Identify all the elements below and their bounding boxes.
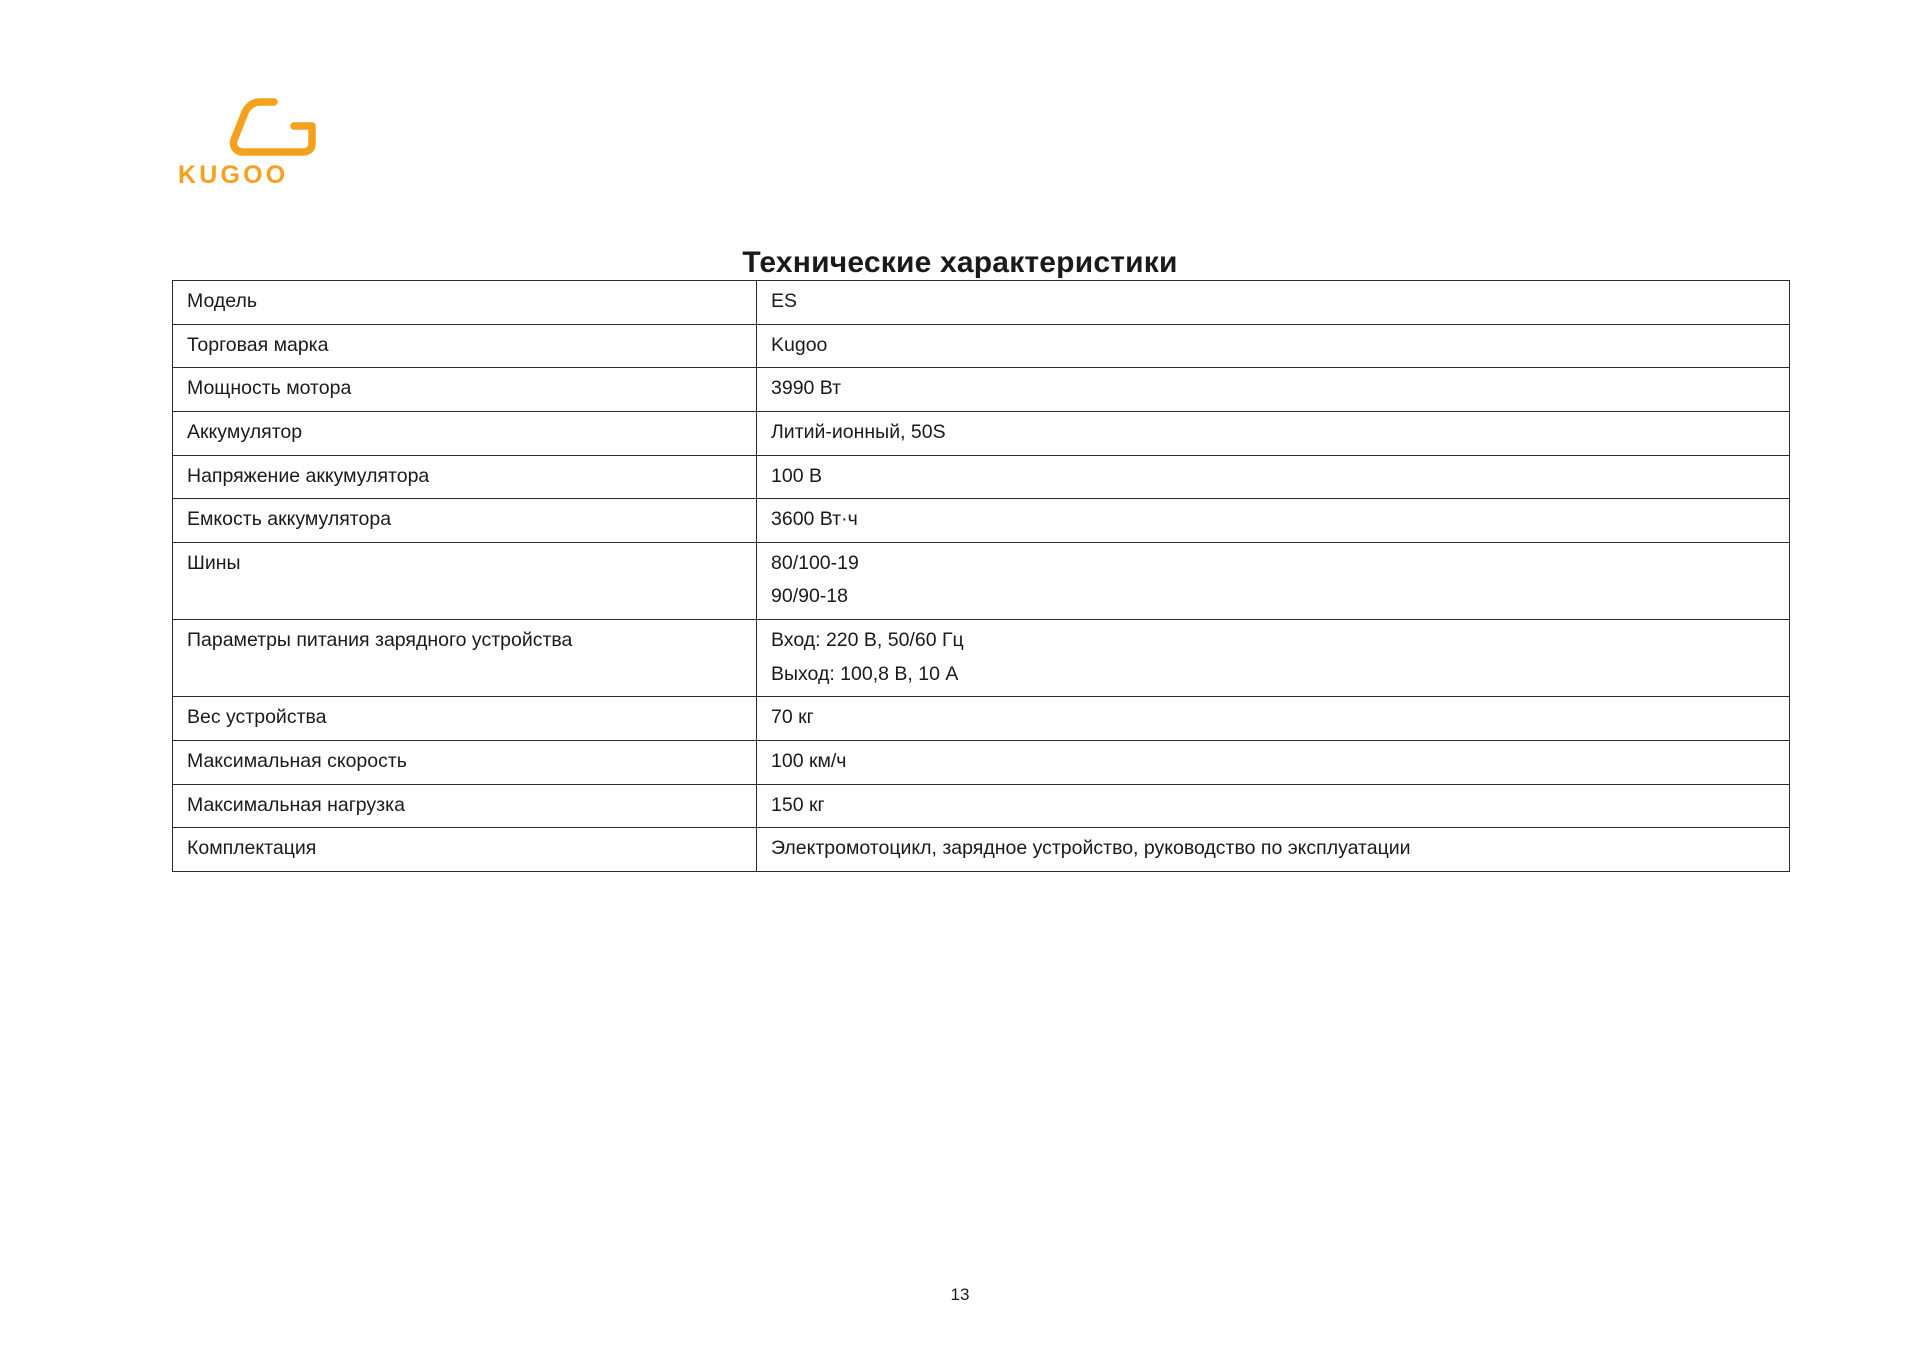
table-row xyxy=(173,828,1790,872)
table-row xyxy=(173,620,1790,697)
page-title: Технические характеристики xyxy=(742,246,1178,280)
spec-value-line: 100 км/ч xyxy=(771,749,847,772)
kugoo-g-mark-icon xyxy=(216,96,328,158)
spec-value-line: 3990 Вт xyxy=(771,377,842,400)
kugoo-wordmark-text: KUGOO xyxy=(178,161,289,188)
table-row xyxy=(173,368,1790,412)
table-row xyxy=(173,542,1790,619)
spec-value-cell xyxy=(757,542,1790,619)
spec-value-line: ES xyxy=(771,290,798,312)
spec-value-cell xyxy=(757,499,1790,543)
spec-value-cell xyxy=(757,697,1790,741)
spec-value-line: 100 В xyxy=(771,464,822,487)
specifications-table xyxy=(172,280,1790,872)
spec-label-cell: Торговая марка xyxy=(173,324,757,368)
table-row xyxy=(173,499,1790,543)
kugoo-logo xyxy=(178,96,368,188)
spec-label-cell: Комплектация xyxy=(173,828,757,872)
spec-label-cell: Напряжение аккумулятора xyxy=(173,455,757,499)
table-row xyxy=(173,411,1790,455)
spec-value-cell xyxy=(757,411,1790,455)
spec-value-cell xyxy=(757,740,1790,784)
spec-label-cell: Максимальная скорость xyxy=(173,740,757,784)
spec-label-cell: Вес устройства xyxy=(173,697,757,741)
kugoo-wordmark xyxy=(178,160,368,188)
spec-label-cell: Максимальная нагрузка xyxy=(173,784,757,828)
spec-value-cell xyxy=(757,620,1790,697)
specifications-table-body xyxy=(173,281,1790,872)
spec-value-line: 80/100-19 xyxy=(771,551,859,574)
specifications-table-container xyxy=(172,280,1790,872)
spec-label-cell: Параметры питания зарядного устройства xyxy=(173,620,757,697)
spec-value-line: Выход: 100,8 В, 10 А xyxy=(771,662,959,685)
spec-label-cell: Емкость аккумулятора xyxy=(173,499,757,543)
spec-value-line: 3600 Вт·ч xyxy=(771,508,858,531)
spec-value-cell xyxy=(757,281,1790,325)
table-row xyxy=(173,784,1790,828)
spec-value-cell xyxy=(757,368,1790,412)
spec-value-cell xyxy=(757,828,1790,872)
spec-value-line: Литий-ионный, 50S xyxy=(771,420,946,443)
spec-value-cell xyxy=(757,324,1790,368)
spec-label-cell: Мощность мотора xyxy=(173,368,757,412)
spec-label-cell: Аккумулятор xyxy=(173,411,757,455)
spec-value-line: 70 кг xyxy=(771,706,814,729)
table-row xyxy=(173,740,1790,784)
spec-value-line: 150 кг xyxy=(771,793,825,816)
spec-value-cell xyxy=(757,784,1790,828)
spec-value-line: 90/90-18 xyxy=(771,585,848,608)
table-row xyxy=(173,281,1790,325)
spec-label-cell: Шины xyxy=(173,542,757,619)
spec-value-cell xyxy=(757,455,1790,499)
table-row xyxy=(173,324,1790,368)
spec-label-cell: Модель xyxy=(173,281,757,325)
table-row xyxy=(173,697,1790,741)
spec-value-line: Электромотоцикл, зарядное устройство, руководство по эксплуатации xyxy=(771,837,1411,860)
spec-value-line: Kugoo xyxy=(771,333,828,356)
spec-value-line: Вход: 220 В, 50/60 Гц xyxy=(771,629,964,651)
page-number: 13 xyxy=(950,1285,970,1304)
table-row xyxy=(173,455,1790,499)
